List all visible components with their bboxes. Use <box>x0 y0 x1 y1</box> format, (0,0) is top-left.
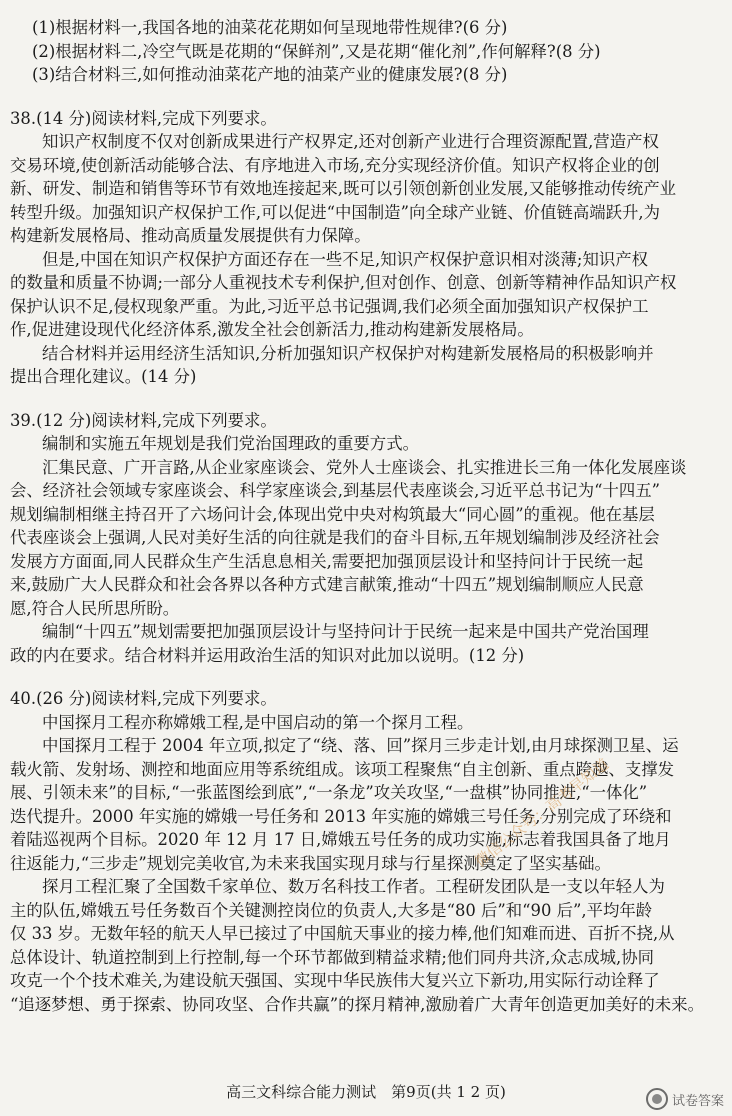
question-40 <box>10 687 716 1016</box>
q38-line: 知识产权制度不仅对创新成果进行产权界定,还对创新产业进行合理资源配置,营造产权 <box>42 132 659 151</box>
q39-line: 政的内在要求。结合材料并运用政治生活的知识对此加以说明。(12 分) <box>10 645 525 665</box>
q39-heading: 39.(12 分)阅读材料,完成下列要求。 <box>10 410 277 430</box>
q38-line: 构建新发展格局、推动高质量发展提供有力保障。 <box>10 226 371 245</box>
q39-line: 会、经济社会领域专家座谈会、科学家座谈会,到基层代表座谈会,习近平总书记为“十四五” <box>10 481 661 500</box>
q40-line: 仅 33 岁。无数年轻的航天人早已接过了中国航天事业的接力棒,他们知难而进、百折不挠,从 <box>10 924 675 943</box>
q40-line: “追逐梦想、勇于探索、协同攻坚、合作共赢”的探月精神,激励着广大青年创造更加美好的未来。 <box>10 994 704 1014</box>
page-footer: 高三文科综合能力测试 第9页(共 1 2 页) <box>226 1083 506 1101</box>
q38-line: 结合材料并运用经济生活知识,分析加强知识产权保护对构建新发展格局的积极影响并 <box>42 343 654 363</box>
q38-line: 新、研发、制造和销售等环节有效地连接起来,既可以引领创新创业发展,又能够推动传统产业 <box>10 179 677 198</box>
q40-heading: 40.(26 分)阅读材料,完成下列要求。 <box>10 689 277 708</box>
q39-line: 编制和实施五年规划是我们党治国理政的重要方式。 <box>42 434 419 453</box>
q40-line: 总体设计、轨道控制到上行控制,每一个环节都做到精益求精;他们同舟共济,众志成城,协同 <box>10 947 654 967</box>
q39-line: 来,鼓励广大人民群众和社会各界以各种方式建言献策,推动“十四五”规划编制顺应人民意 <box>10 575 644 594</box>
q40-line: 中国探月工程亦称嫦娥工程,是中国启动的第一个探月工程。 <box>42 712 474 732</box>
q37-sub2: (2)根据材料二,冷空气既是花期的“保鲜剂”,又是花期“催化剂”,作何解释?(8 分) <box>32 41 601 61</box>
q39-line: 规划编制相继主持召开了六场问计会,体现出党中央对构筑最大“同心圆”的重视。他在基层 <box>10 504 655 524</box>
q39-line: 代表座谈会上强调,人民对美好生活的向往就是我们的奋斗目标,五年规划编制涉及经济社会 <box>10 528 660 547</box>
q39-line: 发展方方面面,同人民群众生产生活息息相关,需要把加强顶层设计和坚持问计于民统一起 <box>10 551 644 571</box>
q40-line: 主的队伍,嫦娥五号任务数百个关键测控岗位的负责人,大多是“80 后”和“90 后”,平均年龄 <box>10 900 653 920</box>
q40-line: 往返能力,“三步走”规划完美收官,为未来我国实现月球与行星探测奠定了坚实基础。 <box>10 853 611 873</box>
q40-line: 展、引领未来”的目标,“一张蓝图绘到底”,“一条龙”攻关攻坚,“一盘棋”协同推进,“一体化” <box>10 783 648 802</box>
question-39 <box>10 409 716 668</box>
watermark: 微信公众号：高考早知道 <box>471 754 613 871</box>
wechat-logo-icon <box>646 1088 668 1110</box>
q40-line: 迭代提升。2000 年实施的嫦娥一号任务和 2013 年实施的嫦娥三号任务,分别完成了环绕和 <box>10 806 672 826</box>
q40-line: 中国探月工程于 2004 年立项,拟定了“绕、落、回”探月三步走计划,由月球探测卫星、运 <box>42 736 679 755</box>
q38-line: 提出合理化建议。(14 分) <box>10 367 197 386</box>
q39-line: 愿,符合人民所思所盼。 <box>10 598 180 618</box>
q38-line: 转型升级。加强知识产权保护工作,可以促进“中国制造”向全球产业链、价值链高端跃升,为 <box>10 202 661 222</box>
q37-sub3: (3)结合材料三,如何推动油菜花产地的油菜产业的健康发展?(8 分) <box>32 65 508 84</box>
q38-heading: 38.(14 分)阅读材料,完成下列要求。 <box>10 108 277 128</box>
q40-line: 攻克一个个技术难关,为建设航天强国、实现中华民族伟大复兴立下新功,用实际行动诠释了 <box>10 971 660 990</box>
q39-line: 编制“十四五”规划需要把加强顶层设计与坚持问计于民统一起来是中国共产党治国理 <box>42 622 649 641</box>
q37-subquestions <box>10 16 716 87</box>
q38-line: 保护认识不足,侵权现象严重。为此,习近平总书记强调,我们必须全面加强知识产权保护工 <box>10 296 649 316</box>
exam-page <box>10 16 716 1016</box>
question-38 <box>10 107 716 389</box>
q38-line: 的数量和质量不协调;一部分人重视技术专利保护,但对创作、创意、创新等精神作品知识产权 <box>10 273 677 292</box>
source-stamp-label: 试卷答案 <box>671 1093 724 1109</box>
q38-line: 作,促进建设现代化经济体系,激发全社会创新活力,推动构建新发展格局。 <box>10 320 534 339</box>
q37-sub1: (1)根据材料一,我国各地的油菜花花期如何呈现地带性规律?(6 分) <box>32 18 508 37</box>
q38-line: 交易环境,使创新活动能够合法、有序地进入市场,充分实现经济价值。知识产权将企业的创 <box>10 155 660 175</box>
source-stamp <box>646 1088 724 1110</box>
q38-line: 但是,中国在知识产权保护方面还存在一些不足,知识产权保护意识相对淡薄;知识产权 <box>42 249 649 269</box>
q40-line: 着陆巡视两个目标。2020 年 12 月 17 日,嫦娥五号任务的成功实施,标志着我国具备了地月 <box>10 830 671 849</box>
q40-line: 载火箭、发射场、测控和地面应用等系统组成。该项工程聚焦“自主创新、重点跨越、支撑发 <box>10 759 675 779</box>
q39-line: 汇集民意、广开言路,从企业家座谈会、党外人士座谈会、扎实推进长三角一体化发展座谈 <box>42 457 687 477</box>
q40-line: 探月工程汇聚了全国数千家单位、数万名科技工作者。工程研发团队是一支以年轻人为 <box>42 877 665 896</box>
